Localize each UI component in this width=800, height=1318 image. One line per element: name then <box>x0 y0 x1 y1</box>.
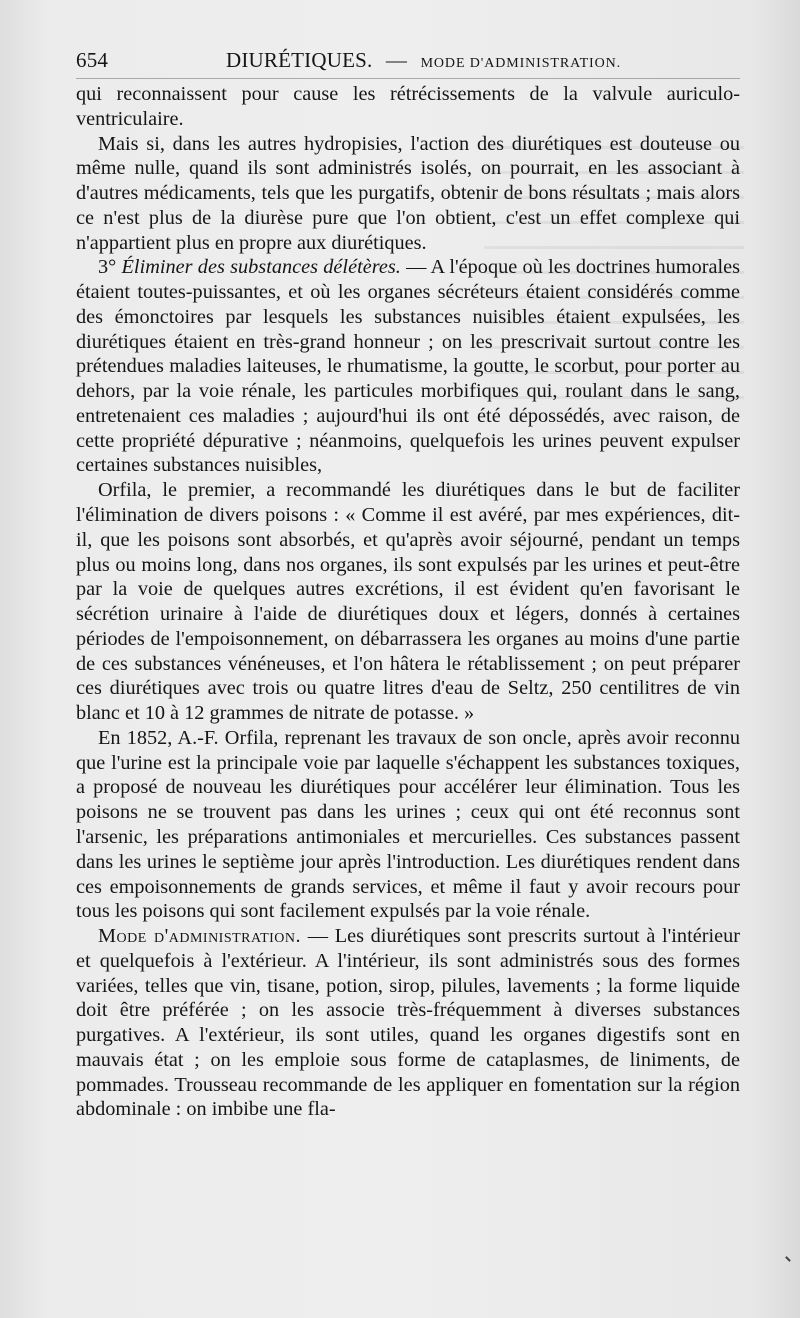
running-title-subtitle: MODE D'ADMINISTRATION. <box>420 56 622 71</box>
running-header <box>76 48 740 78</box>
paragraph-continuation: qui reconnaissent pour cause les rétrécissements de la valvule auriculo-ventriculaire. <box>76 83 740 130</box>
section-number: 3° <box>98 256 122 279</box>
subsection-text: — Les diurétiques sont prescrits surtout à l'intérieur et quelquefois à l'extérieur. A l'intérieur, ils sont administrés sous des formes variées, telles que vin, tisane, potion, sirop, pilules, lavements ; la forme liquide doit être préférée ; on les associe très-fréquemment à diverses substances purgatives. A l'extérieur, ils sont utiles, quand les organes digestifs sont en mauvais état ; on les emploie sous forme de cataplasmes, de liniments, de pommades. Trousseau recommande de les appliquer en fomentation sur la région abdominale : on imbibe une fla- <box>76 925 740 1121</box>
paragraph-eliminer <box>76 255 740 478</box>
margin-mark <box>785 1256 791 1262</box>
subsection-heading: Mode d'administration. <box>98 925 302 948</box>
paragraph-1852: En 1852, A.-F. Orfila, reprenant les travaux de son oncle, après avoir reconnu que l'urine est la principale voie par laquelle s'échappent les substances toxiques, a proposé de nouveau les diurétiques pour accélérer leur élimination. Tous les poisons ne se trouvent pas dans les urines ; ceux qui ont été reconnus sont l'arsenic, les préparations antimoniales et mercurielles. Ces substances passent dans les urines le septième jour après l'introduction. Les diurétiques rendent dans ces empoisonnements de grands services, et même il faut y avoir recours pour tous les poisons qui sont facilement expulsés par la voie rénale. <box>76 726 740 923</box>
section-heading: Éliminer des substances délétères. <box>121 256 401 279</box>
running-title <box>226 48 621 73</box>
running-title-main: DIURÉTIQUES. <box>226 48 373 72</box>
paragraph-orfila: Orfila, le premier, a recommandé les diurétiques dans le but de faciliter l'élimination de divers poisons : « Comme il est avéré, par mes expériences, dit-il, que les poisons sont absorbés, et qu'après avoir séjourné, pendant un temps plus ou moins long, dans nos organes, ils sont expulsés par les urines et peut-être par la voie de quelques autres excrétions, il est évident qu'en favorisant le sécrétion urinaire à l'aide de diurétiques doux et légers, donnés à certaines périodes de l'empoisonnement, on débarrassera les organes au moins d'une partie de ces substances vénéneuses, et l'on hâtera le rétablissement ; on peut préparer ces diurétiques avec trois ou quatre litres d'eau de Seltz, 250 centilitres de vin blanc et 10 à 12 grammes de nitrate de potasse. » <box>76 479 740 725</box>
header-rule <box>76 78 740 79</box>
running-title-dash: — <box>385 48 408 72</box>
body-text <box>76 82 740 1122</box>
section-text: — A l'époque où les doctrines humorales étaient toutes-puissantes, et où les organes sécréteurs étaient considérés comme des émonctoires par lesquels les substances nuisibles étaient expulsées, les diurétiques étaient en très-grand honneur ; on les prescrivait surtout contre les prétendues maladies laiteuses, le rhumatisme, la goutte, le scorbut, pour porter au dehors, par la voie rénale, les particules morbifiques qui, roulant dans le sang, entretenaient ces maladies ; aujourd'hui ils ont été dépossédés, avec raison, de cette propriété dépurative ; néanmoins, quelquefois les urines peuvent expulser certaines substances nuisibles, <box>76 256 741 477</box>
paragraph-hydropisies: Mais si, dans les autres hydropisies, l'action des diurétiques est douteuse ou même nulle, quand ils sont administrés isolés, on pourrait, en les associant à d'autres médicaments, tels que les purgatifs, obtenir de bons résultats ; mais alors ce n'est plus de la diurèse pure que l'on obtient, c'est un effet complexe qui n'appartient plus en propre aux diurétiques. <box>76 132 740 254</box>
paragraph-mode-administration <box>76 924 740 1122</box>
page-number: 654 <box>76 48 109 72</box>
